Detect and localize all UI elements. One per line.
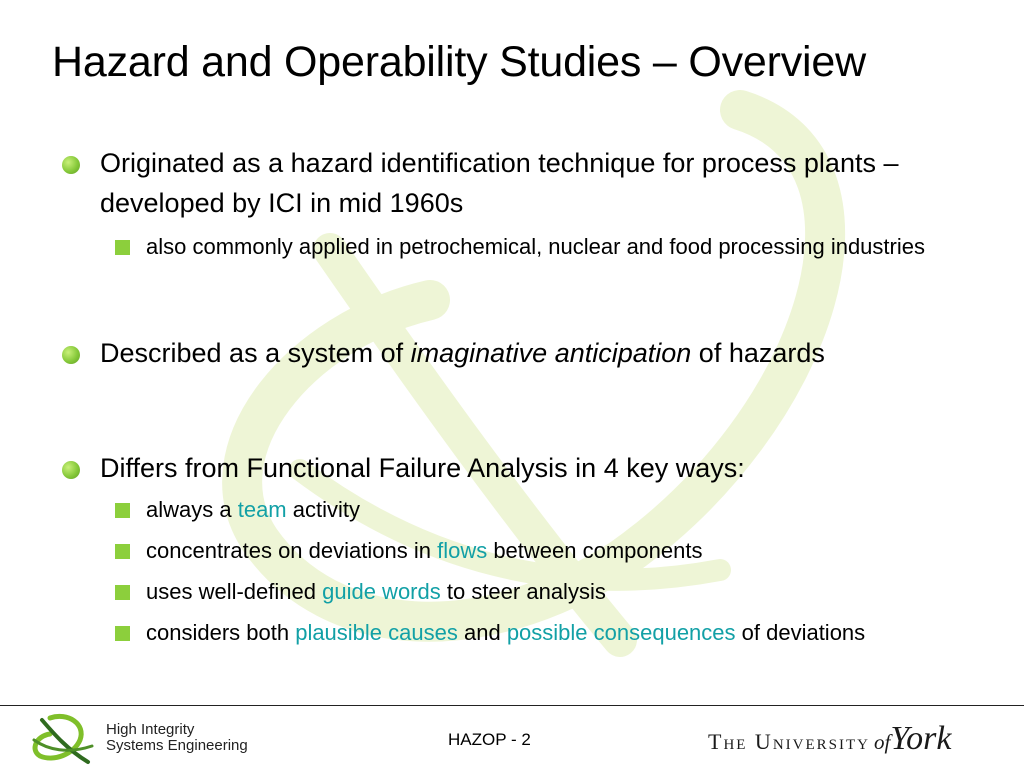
green-square-bullet-icon — [115, 585, 130, 600]
green-square-bullet-icon — [115, 626, 130, 641]
green-square-bullet-icon — [115, 544, 130, 559]
sub-bullet-item — [146, 230, 926, 264]
sub-bullet-text: between components — [487, 538, 703, 563]
sub-bullet-text: and — [457, 620, 507, 645]
bullet-emphasis: imaginative anticipation — [410, 338, 692, 368]
green-square-bullet-icon — [115, 503, 130, 518]
sub-bullet-text: of deviations — [735, 620, 866, 645]
sub-bullet-item — [146, 493, 926, 527]
slide-footer — [0, 706, 1024, 768]
highlight-term: guide words — [322, 579, 441, 604]
green-square-bullet-icon — [115, 240, 130, 255]
sub-bullet-text: uses well-defined — [146, 579, 323, 604]
sub-bullet-text: considers both — [146, 620, 296, 645]
page-number: HAZOP - 2 — [448, 730, 531, 749]
university-logo-city: York — [890, 720, 952, 757]
sub-bullet-item — [146, 616, 926, 650]
highlight-term: plausible causes — [295, 620, 458, 645]
bullet-text: of hazards — [691, 338, 825, 368]
sub-bullet-text: concentrates on deviations in — [146, 538, 438, 563]
sub-bullet-text: to steer analysis — [440, 579, 606, 604]
sub-bullet-item — [146, 534, 926, 568]
hise-logo-line1: High Integrity — [106, 721, 195, 738]
bullet-item — [100, 448, 900, 488]
green-circle-bullet-icon — [62, 156, 80, 174]
university-logo-text: The University — [708, 729, 870, 754]
sub-bullet-item — [146, 575, 926, 609]
bullet-text: Originated as a hazard identification technique for process plants – developed by ICI in mid 1960s — [100, 148, 899, 218]
sub-bullet-text: always a — [146, 497, 238, 522]
sub-bullet-text: activity — [286, 497, 360, 522]
bullet-item — [100, 333, 900, 373]
hise-logo-line2: Systems Engineering — [106, 737, 248, 754]
university-logo-of: of — [873, 730, 891, 754]
highlight-term: team — [237, 497, 287, 522]
green-circle-bullet-icon — [62, 461, 80, 479]
bullet-item — [100, 143, 900, 223]
highlight-term: flows — [437, 538, 488, 563]
sub-bullet-text: also commonly applied in petrochemical, nuclear and food processing industries — [146, 234, 925, 259]
slide-title: Hazard and Operability Studies – Overview — [52, 38, 866, 86]
bullet-text: Described as a system of — [100, 338, 411, 368]
hise-logo-text — [106, 722, 248, 754]
university-of-york-logo — [708, 720, 951, 758]
hise-swirl-logo-icon — [28, 710, 103, 768]
highlight-term: possible consequences — [506, 620, 736, 645]
green-circle-bullet-icon — [62, 346, 80, 364]
bullet-text: Differs from Functional Failure Analysis in 4 key ways: — [100, 453, 745, 483]
